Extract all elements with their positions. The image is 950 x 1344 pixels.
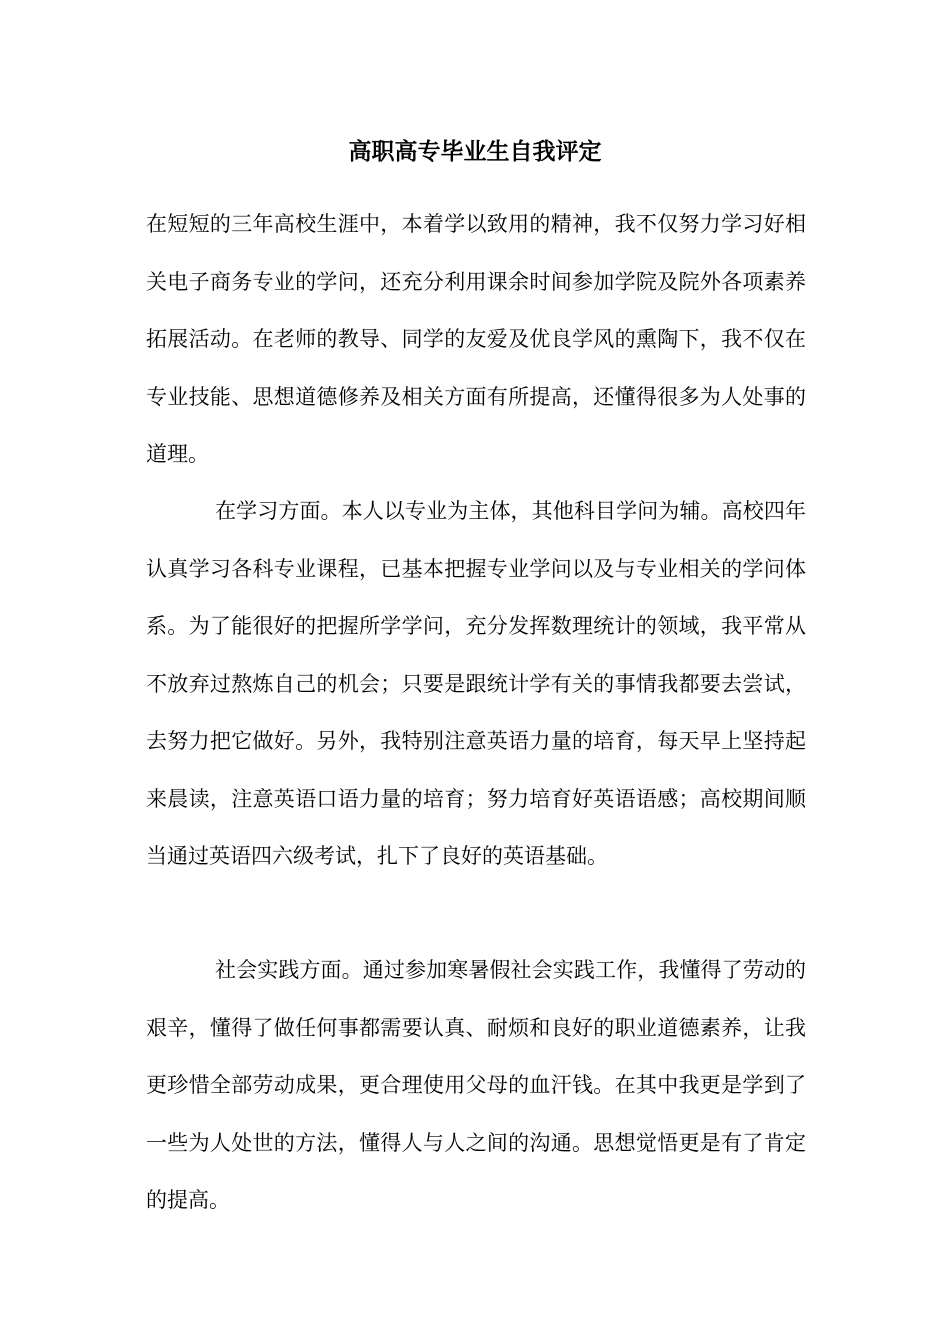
paragraph-intro: 在短短的三年高校生涯中，本着学以致用的精神，我不仅努力学习好相关电子商务专业的学问，还充分利用课余时间参加学院及院外各项素养拓展活动。在老师的教导、同学的友爱及优良学风的熏陶下，我不仅在专业技能、思想道德修养及相关方面有所提高，还懂得很多为人处事的道理。 xyxy=(146,212,806,466)
paragraph-study: 在学习方面。本人以专业为主体，其他科目学问为辅。高校四年认真学习各科专业课程，已基本把握专业学问以及与专业相关的学问体系。为了能很好的把握所学学问，充分发挥数理统计的领域，我平常从不放弃过熬炼自己的机会；只要是跟统计学有关的事情我都要去尝试，去努力把它做好。另外，我特别注意英语力量的培育，每天早上坚持起来晨读，注意英语口语力量的培育；努力培育好英语语感；高校期间顺当通过英语四六级考试，扎下了良好的英语基础。 xyxy=(146,499,806,868)
paragraph-social-practice: 社会实践方面。通过参加寒暑假社会实践工作，我懂得了劳动的艰辛，懂得了做任何事都需要认真、耐烦和良好的职业道德素养，让我更珍惜全部劳动成果，更合理使用父母的血汗钱。在其中我更是学到了一些为人处世的方法，懂得人与人之间的沟通。思想觉悟更是有了肯定的提高。 xyxy=(146,958,806,1212)
document-title: 高职高专毕业生自我评定 xyxy=(348,138,602,165)
